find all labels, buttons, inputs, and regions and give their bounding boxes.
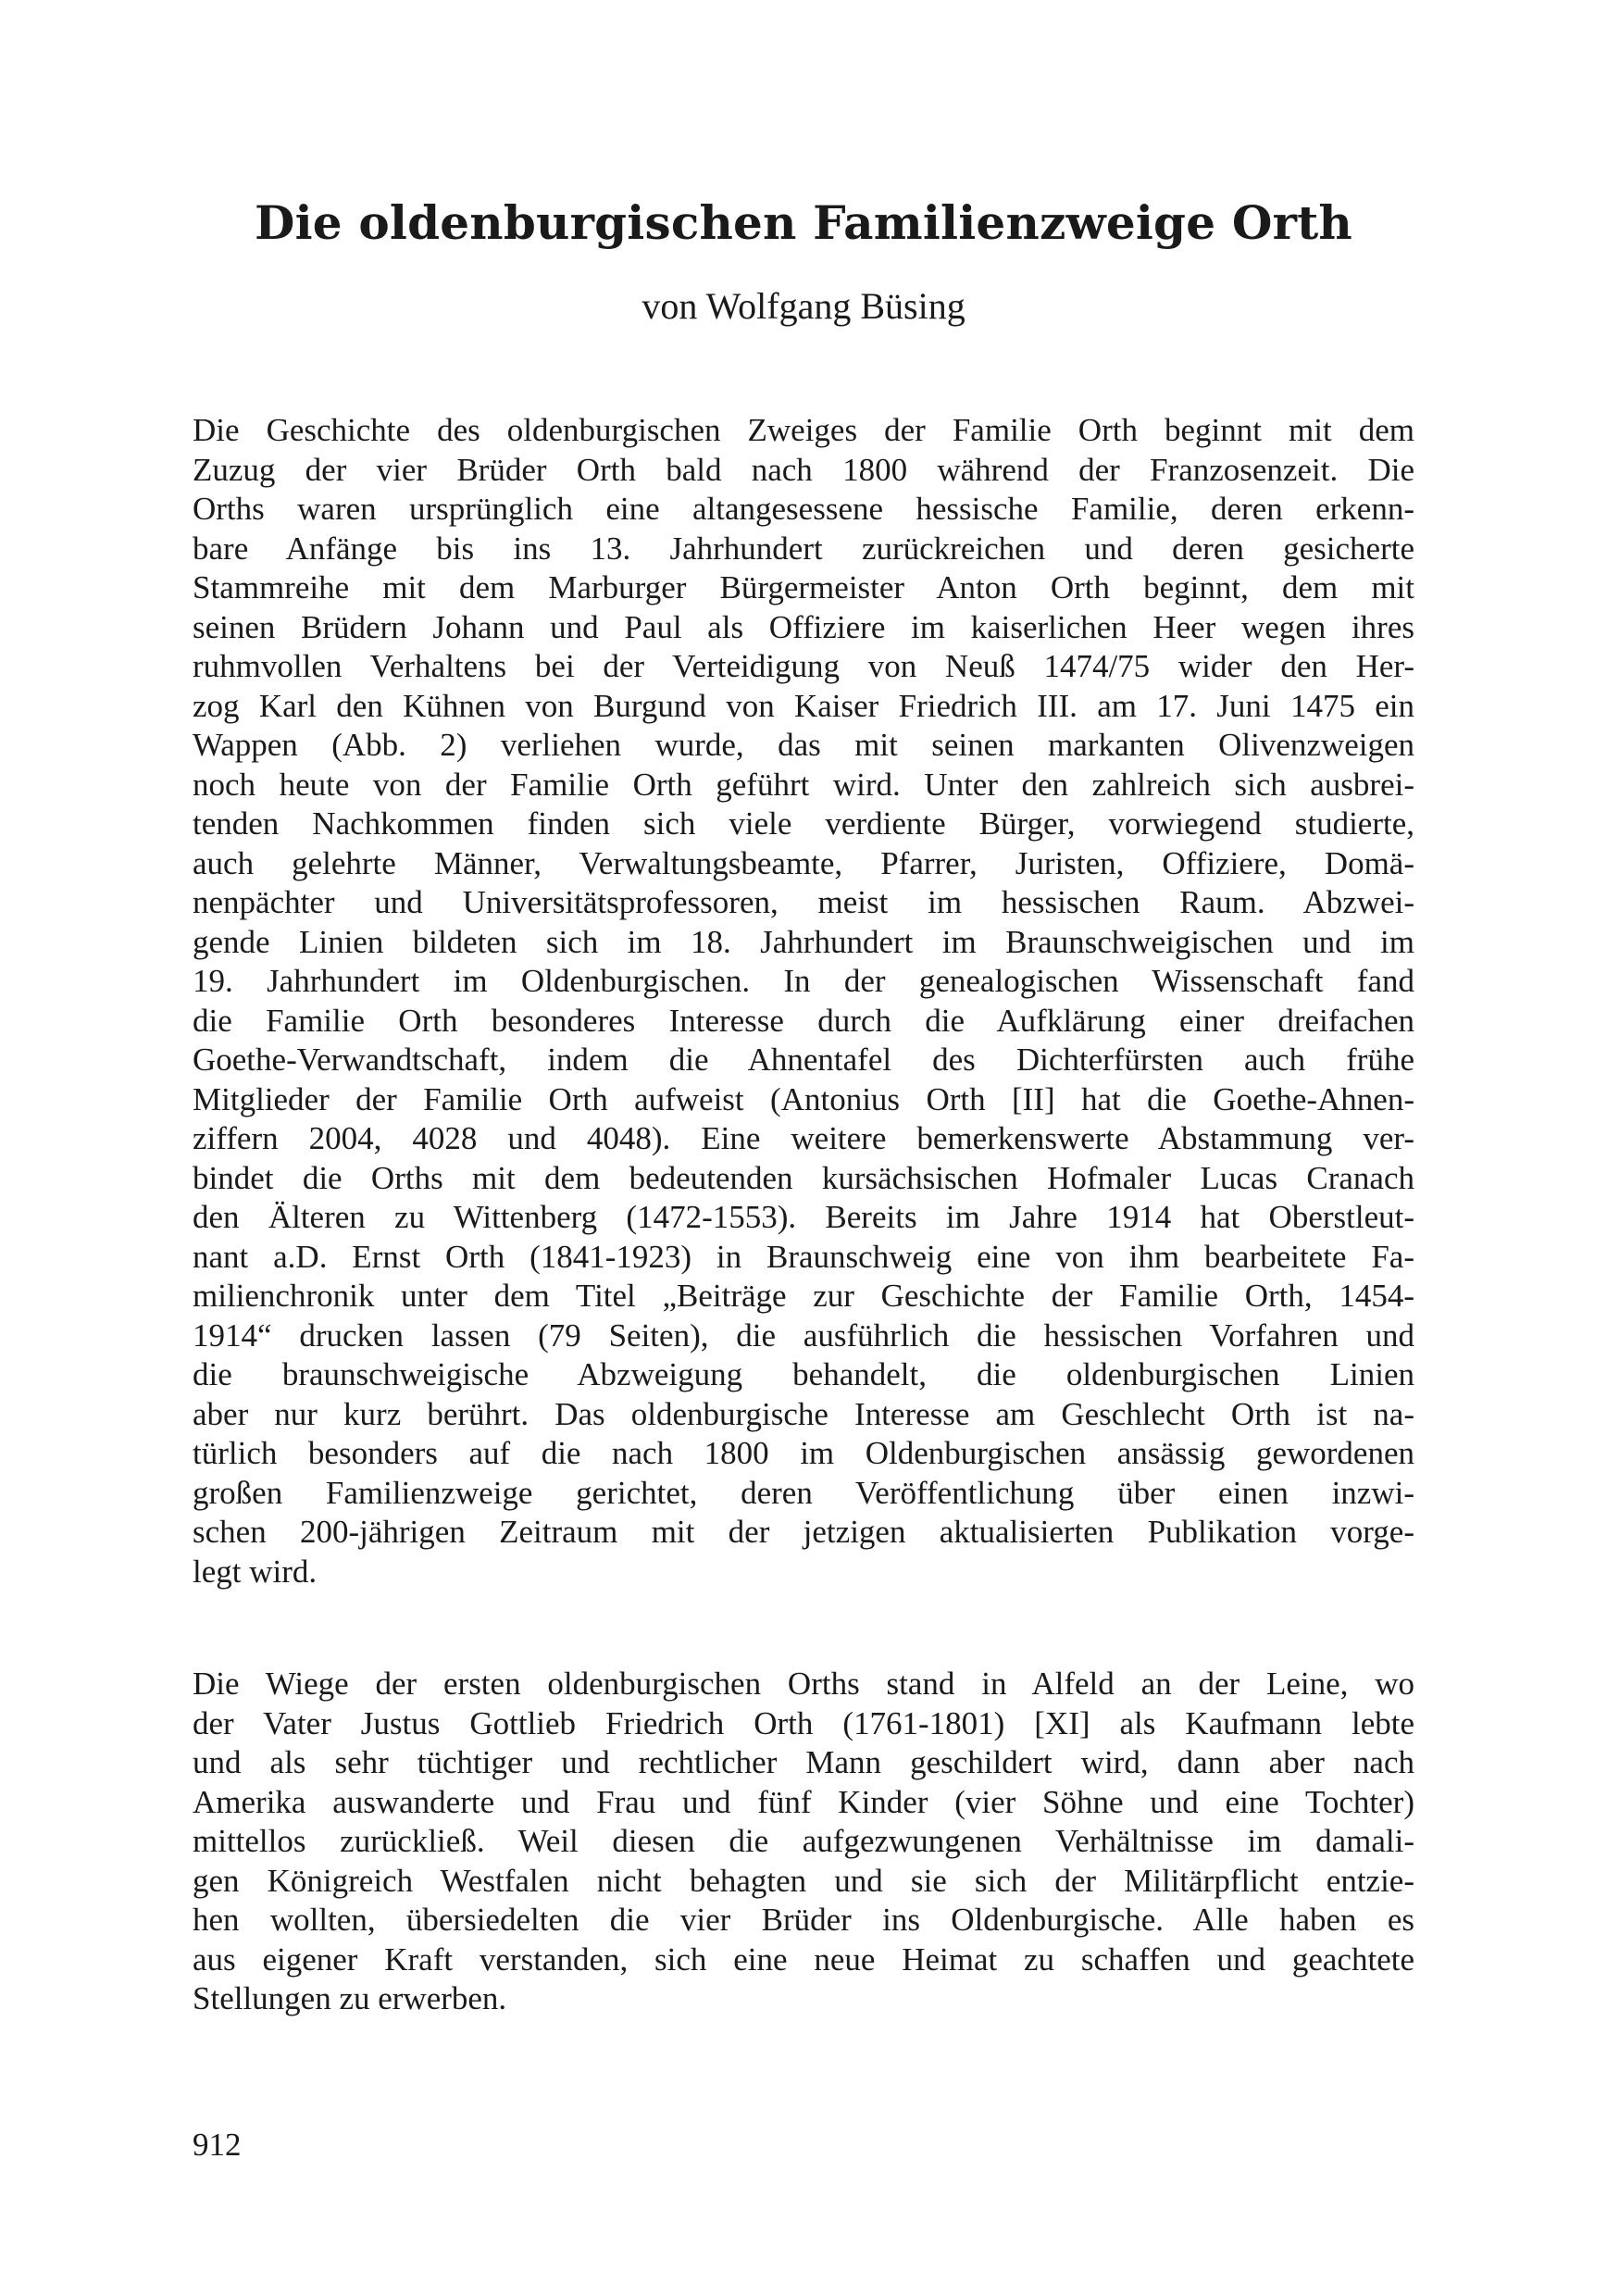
text-line: bindet die Orths mit dem bedeutenden kursächsischen Hofmaler Lucas Cranach [193, 1159, 1414, 1196]
text-line: Die Geschichte des oldenburgischen Zweiges der Familie Orth beginnt mit dem [193, 412, 1414, 448]
text-line: Stellungen zu erwerben. [193, 1980, 507, 2016]
text-line: Zuzug der vier Brüder Orth bald nach 1800 während der Franzosenzeit. Die [193, 451, 1414, 488]
text-line: aus eigener Kraft verstanden, sich eine neue Heimat zu schaffen und geachtete [193, 1940, 1414, 1978]
text-line: seinen Brüdern Johann und Paul als Offiziere im kaiserlichen Heer wegen ihres [193, 608, 1414, 645]
text-line: auch gelehrte Männer, Verwaltungsbeamte, Pfarrer, Juristen, Offiziere, Domä- [193, 844, 1414, 881]
text-line: bare Anfänge bis ins 13. Jahrhundert zurückreichen und deren gesicherte [193, 530, 1414, 567]
text-line: die Familie Orth besonderes Interesse durch die Aufklärung einer dreifachen [193, 1002, 1414, 1039]
text-line: noch heute von der Familie Orth geführt wird. Unter den zahlreich sich ausbrei- [193, 766, 1414, 803]
text-line: schen 200-jährigen Zeitraum mit der jetzigen aktualisierten Publikation vorge- [193, 1514, 1414, 1550]
text-line: Goethe-Verwandtschaft, indem die Ahnentafel des Dichterfürsten auch frühe [193, 1042, 1414, 1078]
text-line: türlich besonders auf die nach 1800 im Oldenburgischen ansässig gewordenen [193, 1435, 1414, 1471]
text-line: Wappen (Abb. 2) verliehen wurde, das mit seinen markanten Olivenzweigen [193, 727, 1414, 763]
text-line: mittellos zurückließ. Weil diesen die aufgezwungenen Verhältnisse im damali- [193, 1823, 1414, 1859]
text-line: aber nur kurz berührt. Das oldenburgische Interesse am Geschlecht Orth ist na- [193, 1395, 1414, 1432]
text-line: den Älteren zu Wittenberg (1472-1553). Bereits im Jahre 1914 hat Oberstleut- [193, 1199, 1414, 1235]
text-line: Amerika auswanderte und Frau und fünf Kinder (vier Söhne und eine Tochter) [193, 1783, 1414, 1820]
text-line: Mitglieder der Familie Orth aufweist (Antonius Orth [II] hat die Goethe-Ahnen- [193, 1080, 1414, 1117]
text-line: nenpächter und Universitätsprofessoren, meist im hessischen Raum. Abzwei- [193, 884, 1414, 920]
page-title: Die oldenburgischen Familienzweige Orth [255, 194, 1352, 250]
text-line: hen wollten, übersiedelten die vier Brüder ins Oldenburgische. Alle haben es [193, 1902, 1414, 1938]
text-line: Stammreihe mit dem Marburger Bürgermeister Anton Orth beginnt, dem mit [193, 569, 1414, 605]
paragraph-1 [193, 411, 1414, 1591]
author-byline: von Wolfgang Büsing [642, 285, 965, 327]
text-line: ziffern 2004, 4028 und 4048). Eine weitere bemerkenswerte Abstammung ver- [193, 1120, 1414, 1156]
paragraph-2 [193, 1665, 1414, 2019]
text-line: tenden Nachkommen finden sich viele verdiente Bürger, vorwiegend studierte, [193, 805, 1414, 842]
text-line: 19. Jahrhundert im Oldenburgischen. In der genealogischen Wissenschaft fand [193, 963, 1414, 999]
page-number: 912 [193, 2127, 242, 2163]
text-line: zog Karl den Kühnen von Burgund von Kaiser Friedrich III. am 17. Juni 1475 ein [193, 687, 1414, 724]
text-line: nant a.D. Ernst Orth (1841-1923) in Braunschweig eine von ihm bearbeitete Fa- [193, 1238, 1414, 1275]
text-line: legt wird. [193, 1553, 318, 1590]
text-line: gende Linien bildeten sich im 18. Jahrhundert im Braunschweigischen und im [193, 923, 1414, 960]
text-line: Die Wiege der ersten oldenburgischen Orths stand in Alfeld an der Leine, wo [193, 1666, 1414, 1702]
text-line: ruhmvollen Verhaltens bei der Verteidigung von Neuß 1474/75 wider den Her- [193, 648, 1414, 684]
text-line: und als sehr tüchtiger und rechtlicher Mann geschildert wird, dann aber nach [193, 1744, 1414, 1780]
text-line: großen Familienzweige gerichtet, deren Veröffentlichung über einen inzwi- [193, 1474, 1414, 1511]
text-line: der Vater Justus Gottlieb Friedrich Orth (1761-1801) [XI] als Kaufmann lebte [193, 1704, 1414, 1741]
text-line: die braunschweigische Abzweigung behandelt, die oldenburgischen Linien [193, 1356, 1414, 1392]
text-line: milienchronik unter dem Titel „Beiträge zur Geschichte der Familie Orth, 1454- [193, 1278, 1414, 1314]
text-line: 1914“ drucken lassen (79 Seiten), die ausführlich die hessischen Vorfahren und [193, 1316, 1414, 1354]
text-line: Orths waren ursprünglich eine altangesessene hessische Familie, deren erkenn- [193, 491, 1414, 527]
text-line: gen Königreich Westfalen nicht behagten und sie sich der Militärpflicht entzie- [193, 1862, 1414, 1899]
